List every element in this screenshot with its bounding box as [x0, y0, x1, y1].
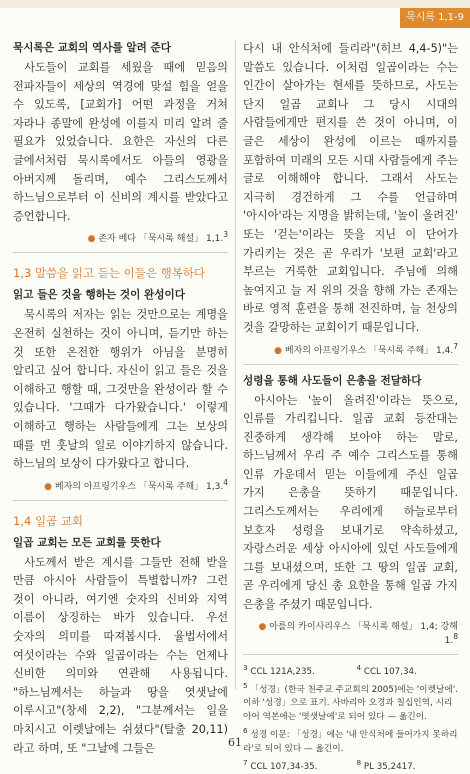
footnote: $^6$ 성경 이문: 「성경」에는 '내 안식처에 들어가지 못하리라'로 되어 있다 — 옮긴이. — [243, 726, 458, 755]
source-citation — [13, 478, 228, 492]
section-rule — [13, 252, 228, 253]
footnote-ref[interactable]: 8 — [453, 631, 458, 641]
footnote-ref[interactable]: 3 — [223, 230, 228, 240]
bullet-icon: ● — [258, 621, 267, 632]
footnote-row — [243, 661, 458, 679]
page-top-edge — [0, 0, 470, 8]
paragraph: 다시 내 안식처에 들리라"(히브 4,4-5)"는 말씀도 있습니다. 이처럼 일곱이라는 수는 인간이 살아가는 현세를 뜻하므로, 사도는 단지 일곱 교회나 그 당시 시대의 사람들에게만 편지를 쓴 것이 아니며, 이 글은 세상이 완성에 이르는 때까지를 포함하여 미래의 모든 시대 사람들에게 주는 글로 이해해야 합니다. 그래서 사도는 지극히 경건하게 그 수를 언급하며 '아시아'라는 지명을 밝히는데, '높이 올려진' 또는 '걷는'이라는 뜻을 지닌 이 단어가 가리키는 것은 곧 우리가 '보편 교회'라고 부르는 거룩한 교회입니다. 주님에 의해 높여지고 늘 저 위의 것을 향해 가는 존재는 바로 영적 훈련을 통해 전진하며, 늘 천상의 것을 갈망하는 교회이기 때문입니다. — [243, 42, 458, 334]
bullet-icon: ● — [274, 345, 282, 356]
bullet-icon: ● — [44, 481, 52, 492]
source-text: 베자의 아프링기우스 「묵시록 주해」 1,3. — [54, 481, 224, 492]
subheading: 성령을 통해 사도들이 은총을 전달하다 — [243, 374, 422, 387]
source-text: 베자의 아프링기우스 「묵시록 주해」 1,4. — [284, 345, 454, 356]
footnote: $^7$ CCL 107,34-35. — [243, 758, 318, 773]
source-citation — [243, 342, 458, 356]
section-heading: 1,3 말씀을 읽고 듣는 이들은 행복하다 — [13, 266, 206, 281]
page-number: 61 — [228, 736, 242, 749]
footnote: $^4$ CCL 107,34. — [356, 662, 417, 677]
right-column — [243, 40, 458, 774]
source-citation — [243, 619, 458, 646]
paragraph: 사도께서 받은 계시를 그들만 전해 받을 만큼 아시아 사람들이 특별합니까? 그런 것이 아니라, 여기엔 숫자의 신비와 지역 이름이 상징하는 바가 있습니다. 우선 숫자의 의미를 따져봅시다. 율법서에서 여섯이라는 수와 일곱이라는 수는 언제나 신비한 의미와 연관해 사용됩니다. "하느님께서는 하늘과 땅을 엿샛날에 이루시고"(창세 2,2), "그분께서는 일을 마치시고 이렛날에는 쉬셨다"(탈출 20,11)라고 하며, 또 "그날에 그들은 — [13, 555, 228, 755]
footnote-ref[interactable]: 4 — [223, 477, 228, 487]
section-rule — [13, 500, 228, 501]
footnotes — [243, 654, 458, 774]
section-heading: 1,4 일곱 교회 — [13, 513, 84, 528]
running-head: 묵시록 1,1-9 — [400, 8, 470, 28]
source-text: 아를의 카이사리우스 「묵시록 해설」 1,4; 강해 1. — [269, 621, 458, 646]
footnote-ref[interactable]: 7 — [453, 341, 458, 351]
footnote: $^5$ 「성경」(한국 천주교 주교회의 2005)에는 '이렛날에'. 이하 '성경」으로 표기. 사바리아 오경과 칠십인역, 시리아어 역본에는 '엿샛날에'로 되어 있다 — 옮긴이. — [243, 680, 458, 723]
paragraph: 묵시록의 저자는 읽는 것만으로는 계명을 온전히 실천하는 것이 아니며, 듣기만 하는 것 또한 온전한 행위가 아님을 분명히 알리고 싶어 합니다. 자신이 읽고 들은 것을 이해하고 행할 때, 그것만을 완성이라 할 수 있습니다. '그때가 다가왔습니다.' 이렇게 이해하고 행하는 사람들에게 그는 보상의 때를 먼 훗날의 일로 이야기하지 않습니다. 하느님의 보상이 다가왔다고 합니다. — [13, 308, 228, 471]
source-text: 존자 베다 「묵시록 해설」 1,1. — [98, 234, 224, 245]
subheading-church-history: 묵시록은 교회의 역사를 알려 준다 — [13, 42, 172, 54]
paragraph: 사도들이 교회를 세웠을 때에 믿음의 전파자들이 세상의 역경에 맞설 힘을 얻을 수 있도록, [교회가] 어떤 과정을 거쳐 자라나 종말에 완성에 이를지 미리 알려 줄 필요가 있었습니다. 요한은 자신의 다른 글에서처럼 묵시록에서도 아들의 영광을 아버지께 돌리며, 예수 그리스도께서 하느님으로부터 이 신비의 계시를 받았다고 증언합니다. — [13, 61, 228, 223]
bullet-icon: ● — [87, 234, 96, 245]
subheading: 읽고 들은 것을 행하는 것이 완성이다 — [13, 289, 185, 302]
section-rule — [243, 364, 458, 365]
footnote-row — [243, 756, 458, 774]
paragraph: 아시아는 '높이 올려진'이라는 뜻으로, 인류를 가리킵니다. 일곱 교회 등잔대는 진중하게 생각해 보아야 하는 말로, 하느님께서 우리 주 예수 그리스도를 통해 인류 가운데서 믿는 이들에게 주신 일곱 가지 은총을 뜻하기 때문입니다. 그리스도께서는 우리에게 하늘로부터 보호자 성령을 보내기로 약속하셨고, 자랑스러운 세상 아시아에 있던 사도들에게 그를 보내셨으며, 또한 그 땅의 일곱 교회, 곧 우리에게 당신 총 요한을 통해 일곱 가지 은총을 주셨기 때문입니다. — [243, 393, 458, 612]
footnote: $^8$ PL 35,2417. — [356, 758, 416, 773]
footnote: $^3$ CCL 121A,235. — [243, 662, 315, 677]
subheading: 일곱 교회는 모든 교회를 뜻한다 — [13, 536, 161, 549]
source-citation — [13, 230, 228, 244]
left-column — [13, 40, 228, 758]
column-divider — [235, 40, 236, 690]
